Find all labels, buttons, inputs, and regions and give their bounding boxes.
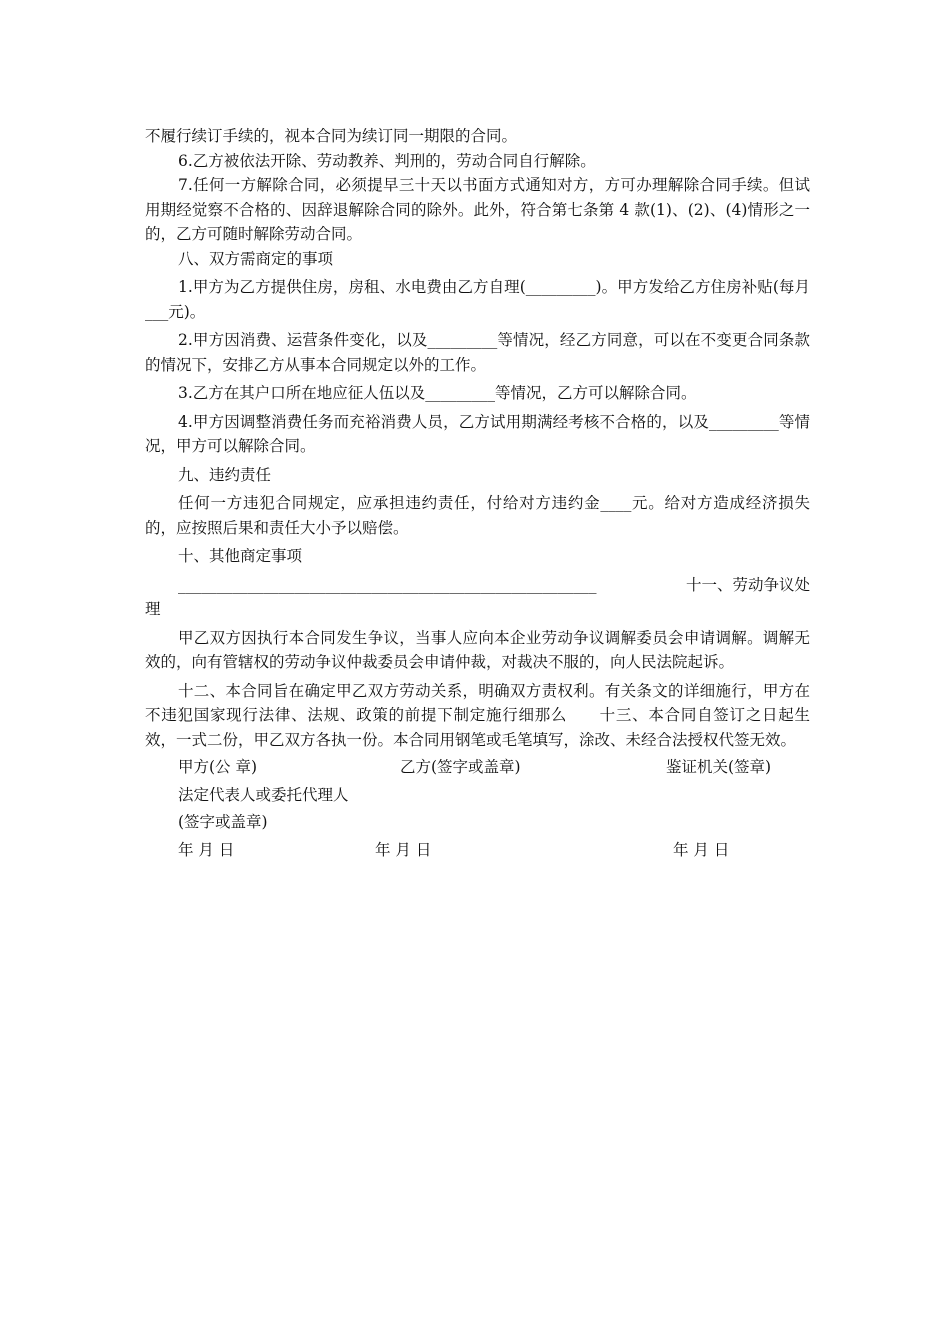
representative-sign-row — [145, 810, 810, 835]
notary-seal: 鉴证机关(签章) — [666, 758, 772, 776]
clause-7: 7.任何一方解除合同，必须提早三十天以书面方式通知对方，方可办理解除合同手续。但试用期经觉察不合格的、因辞退解除合同的除外。此外，符合第七条第 4 款(1)、(2)、(4)情形之一的，乙方可随时解除劳动合同。 — [145, 176, 810, 243]
document-body — [145, 124, 810, 862]
legal-representative: 法定代表人或委托代理人 — [178, 785, 349, 804]
representative-sign: (签字或盖章) — [178, 813, 268, 831]
date-row — [145, 838, 810, 863]
section-11-heading: 十一、劳动争议处 — [685, 575, 810, 594]
party-a-seal: 甲方(公 章) — [178, 758, 258, 776]
date-notary: 年 月 日 — [673, 840, 730, 859]
blank-line: ______________________________________________________ — [178, 575, 597, 594]
section-10-blank-line — [145, 573, 810, 598]
clause-8-3: 3.乙方在其户口所在地应征人伍以及_________等情况，乙方可以解除合同。 — [178, 384, 697, 402]
representative-row — [145, 783, 810, 808]
section-10-heading: 十、其他商定事项 — [178, 547, 303, 565]
signature-row — [145, 755, 810, 780]
section-8-heading: 八、双方需商定的事项 — [178, 249, 334, 268]
clause-11: 甲乙双方因执行本合同发生争议，当事人应向本企业劳动争议调解委员会申请调解。调解无效的，向有管辖权的劳动争议仲裁委员会申请仲裁，对裁决不服的，向人民法院起诉。 — [145, 628, 810, 671]
clause-8-2: 2.甲方因消费、运营条件变化，以及_________等情况，经乙方同意，可以在不变更合同条款的情况下，安排乙方从事本合同规定以外的工作。 — [145, 331, 810, 374]
clause-8-4: 4.甲方因调整消费任务而充裕消费人员，乙方试用期满经考核不合格的，以及_________等情况，甲方可以解除合同。 — [145, 412, 810, 455]
clause-12-13: 十二、本合同旨在确定甲乙双方劳动关系，明确双方责权利。有关条文的详细施行，甲方在不违犯国家现行法律、法规、政策的前提下制定施行细那么 十三、本合同自签订之日起生效，一式二份，甲乙双方各执一份。本合同用钢笔或毛笔填写，涂改、未经合法授权代签无效。 — [145, 681, 810, 749]
section-11-heading-cont: 理 — [145, 600, 161, 618]
party-b-sign: 乙方(签字或盖章) — [400, 758, 521, 776]
clause-6: 6.乙方被依法开除、劳动教养、判刑的，劳动合同自行解除。 — [178, 151, 596, 170]
paragraph-renewal: 不履行续订手续的，视本合同为续订同一期限的合同。 — [145, 127, 518, 145]
clause-9: 任何一方违犯合同规定，应承担违约责任，付给对方违约金____元。给对方造成经济损失的，应按照后果和责任大小予以赔偿。 — [145, 494, 810, 537]
date-party-b: 年 月 日 — [375, 840, 432, 859]
date-party-a: 年 月 日 — [178, 840, 235, 859]
section-9-heading: 九、违约责任 — [178, 465, 272, 484]
clause-8-1: 1.甲方为乙方提供住房，房租、水电费由乙方自理(_________)。甲方发给乙方住房补贴(每月___元)。 — [145, 278, 810, 321]
